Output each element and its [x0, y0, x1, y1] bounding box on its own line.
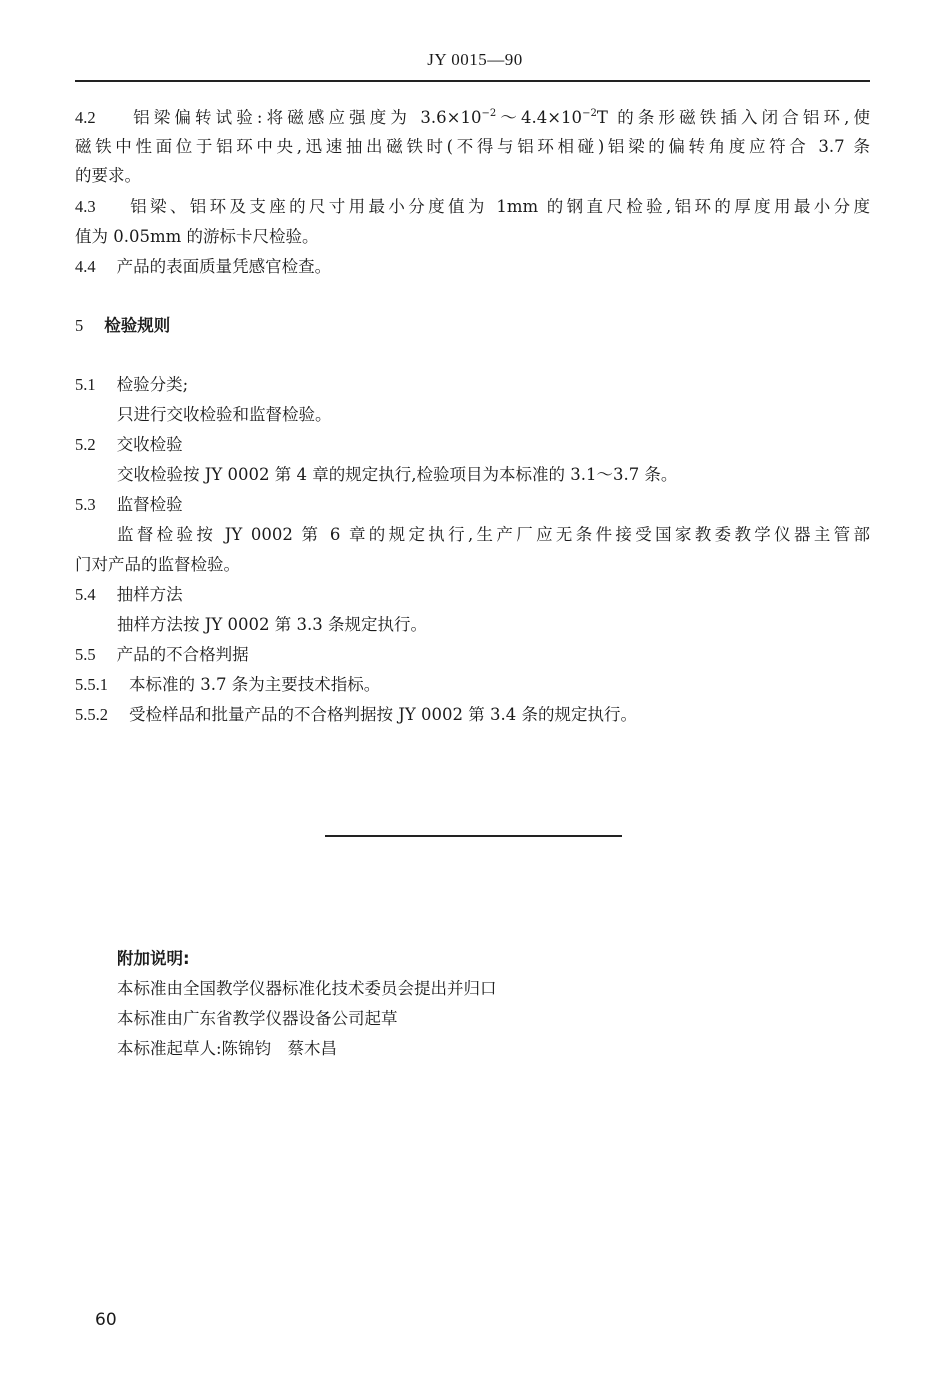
section-5-heading: 5 检验规则 [75, 316, 171, 335]
clause-5-3-heading: 5.3 监督检验 [75, 495, 183, 514]
clause-5-4-body: 抽样方法按 JY 0002 第 3.3 条规定执行。 [117, 615, 427, 634]
clause-5-5-2: 5.5.2 受检样品和批量产品的不合格判据按 JY 0002 第 3.4 条的规定执行。 [75, 705, 637, 724]
clause-4-4: 4.4 产品的表面质量凭感官检查。 [75, 257, 332, 276]
appendix-line-2: 本标准由广东省教学仪器设备公司起草 [117, 1009, 398, 1028]
appendix-line-1: 本标准由全国教学仪器标准化技术委员会提出并归口 [117, 979, 497, 998]
appendix-line-3: 本标准起草人:陈锦钧 蔡木昌 [117, 1039, 338, 1058]
clause-5-1-body: 只进行交收检验和监督检验。 [117, 405, 332, 424]
clause-5-4-heading: 5.4 抽样方法 [75, 585, 183, 604]
clause-5-3-body-line-1: 监督检验按 JY 0002 第 6 章的规定执行,生产厂应无条件接受国家教委教学仪器主管部 [117, 525, 870, 544]
clause-5-2-body: 交收检验按 JY 0002 第 4 章的规定执行,检验项目为本标准的 3.1～3.7 条。 [117, 465, 678, 484]
clause-5-5-1: 5.5.1 本标准的 3.7 条为主要技术指标。 [75, 675, 381, 694]
page-number: 60 [95, 1310, 117, 1330]
clause-5-3-body-line-2: 门对产品的监督检验。 [75, 555, 240, 574]
clause-4-2-line-3: 的要求。 [75, 166, 141, 185]
clause-4-3-line-1: 4.3 铝梁、铝环及支座的尺寸用最小分度值为 1mm 的钢直尺检验,铝环的厚度用最小分度 [75, 197, 870, 216]
document-code: JY 0015—90 [427, 50, 523, 69]
clause-5-2-heading: 5.2 交收检验 [75, 435, 183, 454]
appendix-title: 附加说明: [117, 949, 190, 968]
clause-5-5-heading: 5.5 产品的不合格判据 [75, 645, 249, 664]
header-divider [75, 80, 870, 82]
end-of-standard-divider [325, 835, 622, 837]
clause-4-2-line-1: 4.2 铝梁偏转试验:将磁感应强度为 $3.6\times 10^{-2}\sim 4.4\times 10^{-2}T$ 的条形磁铁插入闭合铝环,使 [75, 108, 871, 127]
clause-4-2-line-2: 磁铁中性面位于铝环中央,迅速抽出磁铁时(不得与铝环相碰)铝梁的偏转角度应符合 3.7 条 [75, 137, 870, 156]
clause-4-3-line-2: 值为 0.05mm 的游标卡尺检验。 [75, 227, 319, 246]
clause-5-1-heading: 5.1 检验分类; [75, 375, 189, 394]
